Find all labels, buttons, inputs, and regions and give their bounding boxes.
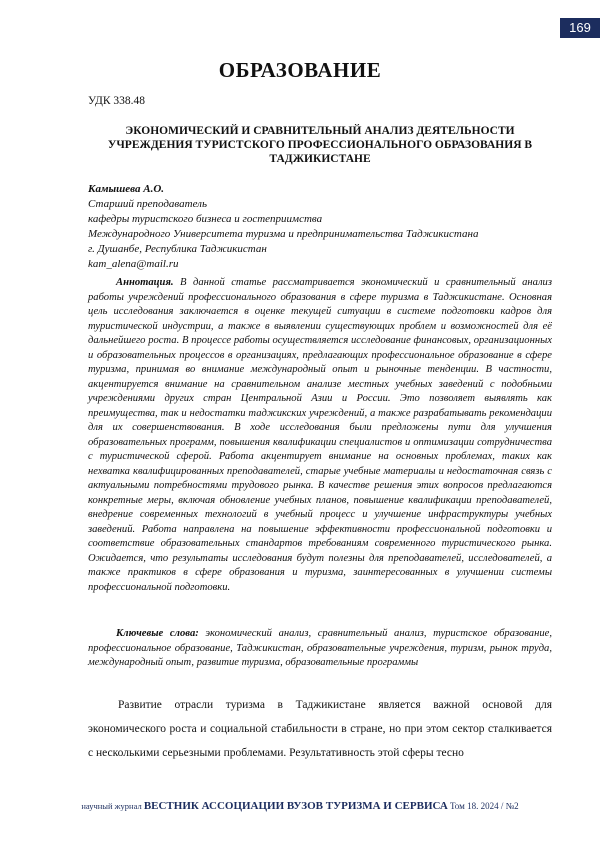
footer-volume: Том 18. 2024 / №2	[450, 801, 519, 811]
author-name: Камышева А.О.	[88, 182, 552, 197]
section-title: ОБРАЗОВАНИЕ	[0, 58, 600, 83]
author-position: Старший преподаватель	[88, 197, 552, 212]
body-paragraph: Развитие отрасли туризма в Таджикистане является важной основой для экономического роста и социальной стабильности в стране, но при этом сектор сталкивается с несколькими серьезными проблемами. Результативность этой сферы тесно	[88, 693, 552, 765]
keywords	[88, 627, 552, 671]
author-city: г. Душанбе, Республика Таджикистан	[88, 242, 552, 257]
author-email[interactable]: kam_alena@mail.ru	[88, 257, 552, 272]
author-block	[88, 182, 552, 272]
keywords-label: Ключевые слова:	[116, 628, 205, 639]
abstract	[88, 276, 552, 595]
abstract-label: Аннотация.	[116, 277, 180, 288]
article-title: ЭКОНОМИЧЕСКИЙ И СРАВНИТЕЛЬНЫЙ АНАЛИЗ ДЕЯТЕЛЬНОСТИ УЧРЕЖДЕНИЯ ТУРИСТСКОГО ПРОФЕССИОНАЛЬНОГО ОБРАЗОВАНИЯ В ТАДЖИКИСТАНЕ	[88, 124, 552, 166]
udk-code: УДК 338.48	[88, 95, 145, 107]
author-university: Международного Университета туризма и предпринимательства Таджикистана	[88, 227, 552, 242]
footer-journal-name: ВЕСТНИК АССОЦИАЦИИ ВУЗОВ ТУРИЗМА И СЕРВИСА	[144, 800, 448, 812]
footer	[0, 800, 600, 812]
abstract-text: В данной статье рассматривается экономический и сравнительный анализ работы учреждений профессионального образования в сфере туризма в Таджикистане. Основная цель исследования заключается в оценке текущей ситуации в системе подготовки кадров для туристической индустрии, а также в выявлении существующих проблем и возможностей для её дальнейшего роста. В процессе работы осуществляется исследование финансовых, организационных и образовательных процессов в организациях, предлагающих профессиональное образование в сфере туризма, принимая во внимание международный опыт и рыночные тенденции. В частности, акцентируется внимание на сравнительном анализе местных учебных заведений с подобными учреждениями других стран Центральной Азии и России. Это позволяет выявлять как преимущества, так и недостатки таджикских учреждений, а также разрабатывать рекомендации для их совершенствования. В ходе исследования были предложены пути для улучшения образовательных программ, повышения квалификации специалистов и оптимизации сотрудничества с туристической сферой. Работа акцентирует внимание на основных проблемах, таких как нехватка квалифицированных преподавателей, старые учебные материалы и недостаточная связь с актуальными потребностями трудового рынка. В качестве решения этих вопросов предлагаются конкретные меры, включая обновление учебных планов, повышение квалификации преподавателей, внедрение современных технологий в учебный процесс и улучшение инфраструктуры учебных заведений. Работа направлена на повышение эффективности профессиональной подготовки и соответствие образовательных стандартов требованиям современного туристического рынка. Ожидается, что результаты исследования будут полезны для преподавателей, исследователей, а также практиков в сфере образования и туризма, заинтересованных в улучшении системы профессиональной подготовки.	[88, 277, 552, 593]
author-department: кафедры туристского бизнеса и гостеприимства	[88, 212, 552, 227]
keywords-text: экономический анализ, сравнительный анализ, туристское образование, профессиональное образование, Таджикистан, образовательные учреждения, туризм, рынок труда, международный опыт, развитие туризма, образовательные программы	[88, 628, 552, 668]
page-number-badge: 169	[560, 18, 600, 38]
footer-prefix: научный журнал	[81, 801, 141, 811]
